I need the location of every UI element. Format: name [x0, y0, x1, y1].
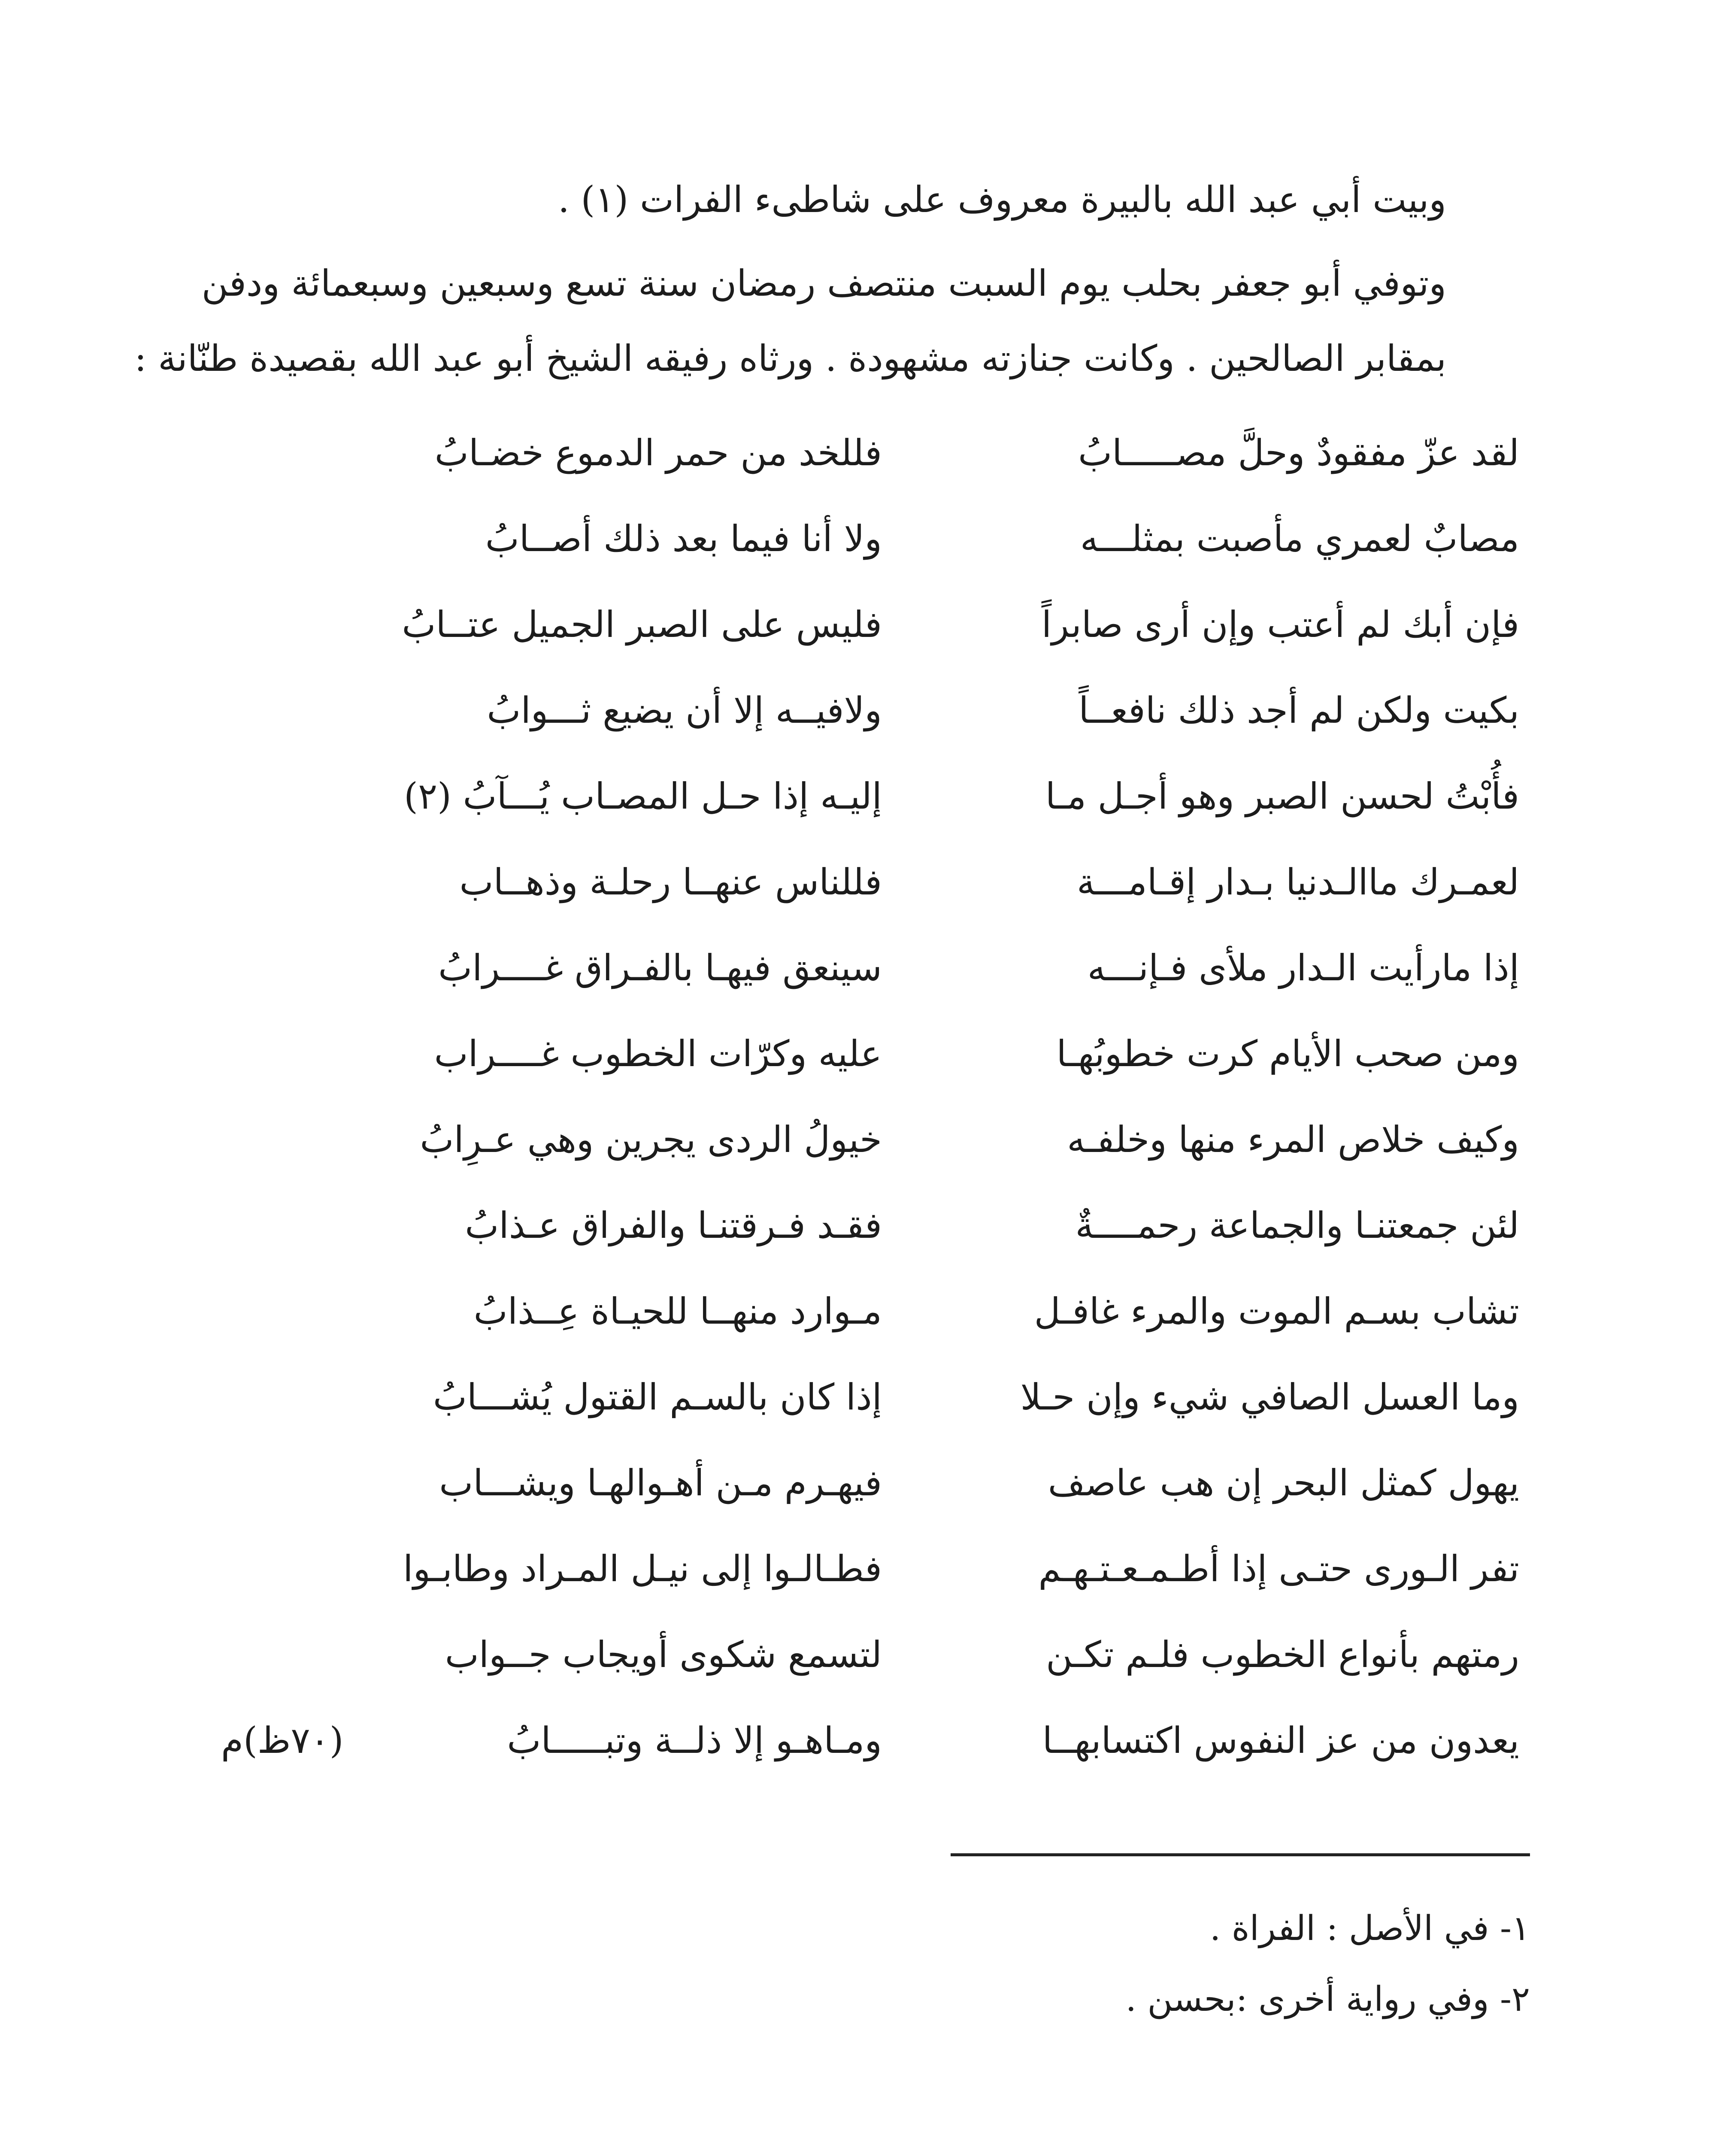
verse-second-hemistich: فيهـرم مـن أهـوالهـا ويشـــاب — [439, 1462, 882, 1504]
verse-second-hemistich: خيولُ الردى يجرين وهي عـرِابُ — [420, 1118, 882, 1161]
verse-first-hemistich: يهول كمثل البحر إن هب عاصف — [1048, 1462, 1519, 1504]
verse-second-hemistich: ومـاهـو إلا ذلــة وتبـــــابُ — [507, 1719, 882, 1761]
verse-second-hemistich: إذا كان بالسـم القتول يُشـــابُ — [433, 1376, 882, 1418]
verse-first-hemistich: ومن صحب الأيام كرت خطوبُهـا — [1056, 1033, 1519, 1075]
verse-first-hemistich: وما العسل الصافي شيء وإن حـلا — [1020, 1376, 1519, 1418]
verse-first-hemistich: إذا مارأيت الـدار ملأى فـإنـــه — [1087, 947, 1519, 989]
verse-first-hemistich: تفر الـورى حتـى إذا أطـمـعـتـهـم — [1038, 1548, 1519, 1590]
verse-second-hemistich: مـوارد منهــا للحيـاة عِــذابُ — [473, 1290, 882, 1332]
verse-first-hemistich: لئن جمعتنـا والجماعة رحمــــةٌ — [1075, 1204, 1519, 1246]
verse-first-hemistich: بكيت ولكن لم أجد ذلك نافعــاً — [1079, 689, 1519, 731]
verse-row — [232, 431, 1519, 504]
prose-line-1: وبيت أبي عبد الله بالبيرة معروف على شاطىء الفرات (١) . — [558, 179, 1446, 221]
verse-row — [232, 1376, 1519, 1449]
verse-first-hemistich: فأُبْتُ لحسن الصبر وهو أجـل مـا — [1045, 775, 1519, 817]
verse-second-hemistich: عليه وكرّات الخطوب غــــراب — [434, 1033, 882, 1075]
verse-second-hemistich: فقـد فـرقتنـا والفراق عـذابُ — [465, 1204, 882, 1246]
verse-first-hemistich: فإن أبك لم أعتب وإن أرى صابراً — [1041, 603, 1519, 646]
verse-row — [232, 1290, 1519, 1363]
footnote-1: ١- في الأصل : الفراة . — [1209, 1908, 1530, 1948]
verse-row — [232, 1204, 1519, 1277]
verse-second-hemistich: لتسمع شكوى أويجاب جــواب — [445, 1634, 882, 1676]
verse-row — [232, 1461, 1519, 1534]
verse-row — [221, 1719, 1519, 1792]
verse-row — [232, 1547, 1519, 1620]
verse-row — [232, 861, 1519, 934]
verse-first-hemistich: تشاب بسـم الموت والمرء غافـل — [1034, 1290, 1519, 1332]
verse-second-hemistich: فطـالـوا إلى نيـل المـراد وطابـوا — [403, 1548, 882, 1590]
verse-first-hemistich: لقد عزّ مفقودٌ وحلَّ مصـــــابُ — [1078, 432, 1519, 474]
manuscript-folio-marker: (٧٠ظ)م — [221, 1719, 344, 1761]
verse-second-hemistich: فليس على الصبر الجميل عتــابُ — [402, 603, 882, 646]
verse-row — [232, 517, 1519, 590]
verse-second-hemistich: فللناس عنهــا رحلـة وذهــاب — [459, 861, 882, 903]
prose-line-2: وتوفي أبو جعفر بحلب يوم السبت منتصف رمضان سنة تسع وسبعين وسبعمائة ودفن — [201, 262, 1446, 304]
verse-row — [232, 603, 1519, 676]
verse-row — [232, 1118, 1519, 1191]
verse-row — [232, 1633, 1519, 1706]
verse-first-hemistich: يعدون من عز النفوس اكتسابهــا — [1042, 1719, 1519, 1761]
verse-second-hemistich: ولافيــه إلا أن يضيع ثـــوابُ — [487, 689, 882, 731]
verse-first-hemistich: مصابٌ لعمري مأصبت بمثلـــه — [1080, 518, 1519, 560]
verse-first-hemistich: وكيف خلاص المرء منها وخلفـه — [1067, 1118, 1519, 1161]
verse-second-hemistich: سينعق فيهـا بالفـراق غــــرابُ — [438, 947, 882, 989]
prose-line-3: بمقابر الصالحين . وكانت جنازته مشهودة . ورثاه رفيقه الشيخ أبو عبد الله بقصيدة طنّانة : — [134, 337, 1446, 379]
verse-first-hemistich: رمتهم بأنواع الخطوب فلـم تكـن — [1046, 1634, 1519, 1676]
verse-row — [232, 1032, 1519, 1105]
verse-row — [232, 689, 1519, 762]
verse-second-hemistich: إليـه إذا حـل المصـاب يُـــآبُ (٢) — [404, 775, 882, 817]
verse-row — [232, 946, 1519, 1019]
verse-first-hemistich: لعمـرك ماالـدنيا بـدار إقـامـــة — [1076, 861, 1519, 903]
footnote-2: ٢- وفي رواية أخرى :بحسن . — [1125, 1979, 1530, 2019]
verse-row — [232, 775, 1519, 848]
footnote-divider — [951, 1853, 1530, 1856]
verse-second-hemistich: ولا أنا فيما بعد ذلك أصــابُ — [485, 518, 882, 560]
verse-second-hemistich: فللخد من حمر الدموع خضـابُ — [434, 432, 882, 474]
